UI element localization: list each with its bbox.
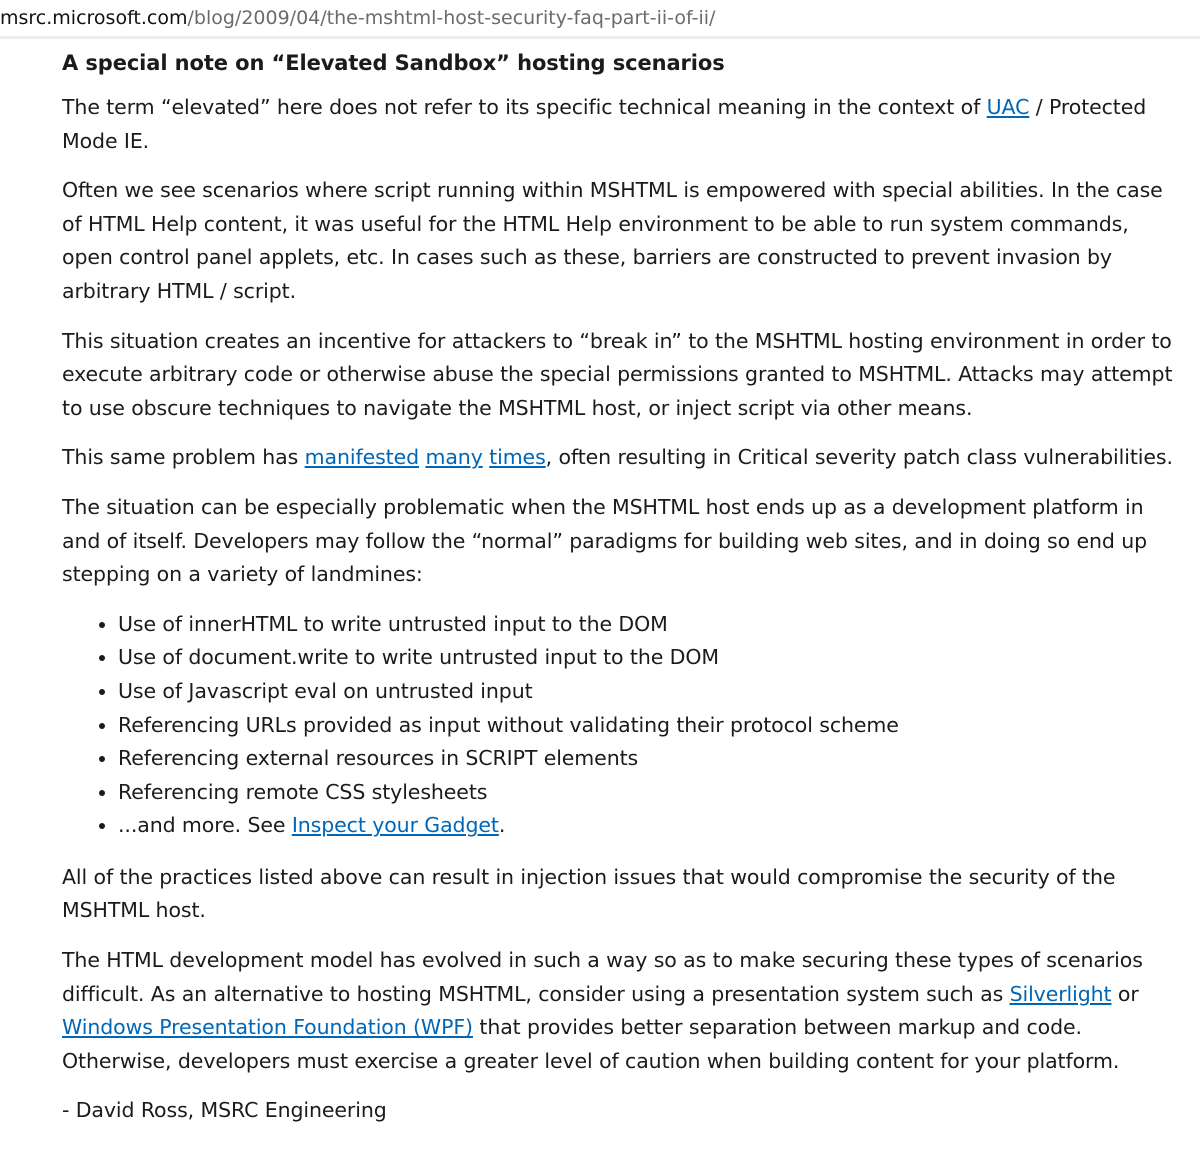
paragraph-alternatives [62,944,1182,1078]
silverlight-link[interactable]: Silverlight [1009,981,1112,1006]
p7-middle: or [1111,981,1139,1006]
list-item [118,809,1182,843]
list-item: • Use of innerHTML to write untrusted input to the DOM [118,608,1182,642]
paragraph-injection-issues: All of the practices listed above can result in injection issues that would compromise the security of the MSHTML host. [62,864,1116,923]
p4-before: This same problem has [62,445,305,470]
list-item: • Use of Javascript eval on untrusted input [118,675,1182,709]
list-item: • Referencing external resources in SCRIPT elements [118,742,1182,776]
p1-after: / Protected Mode IE. [62,95,1147,153]
landmines-list [62,608,1182,843]
paragraph-same-problem [62,441,1182,475]
paragraph-development-platform: The situation can be especially problematic when the MSHTML host ends up as a development platform in and of itself. Developers may follow the “normal” paradigms for building web sites, and in doing so end up stepping on a variety of landmines: [62,494,1148,587]
inspect-gadget-link[interactable]: Inspect your Gadget [291,813,499,838]
address-bar[interactable] [0,0,1200,39]
url-path: /blog/2009/04/the-mshtml-host-security-faq-part-ii-of-ii/ [187,7,716,29]
wpf-link[interactable]: Windows Presentation Foundation (WPF) [62,1015,473,1040]
uac-link[interactable]: UAC [986,95,1030,119]
many-link[interactable]: many [425,445,483,470]
p7-before: The HTML development model has evolved in such a way so as to make securing these types of scenarios difficult. As an alternative to hosting MSHTML, consider using a presentation system such as [62,948,1143,1006]
list-item: • Use of document.write to write untrusted input to the DOM [118,641,1182,675]
list-last-before: ...and more. See [118,813,292,838]
p7-after: that provides better separation between markup and code. Otherwise, developers must exercise a greater level of caution when building content for your platform. [62,1015,1120,1073]
paragraph-incentive: This situation creates an incentive for attackers to “break in” to the MSHTML hosting environment in order to execute arbitrary code or otherwise abuse the special permissions granted to MSHTML. Attacks may attempt to use obscure techniques to navigate the MSHTML host, or inject script via other means. [62,328,1173,420]
section-heading: A special note on “Elevated Sandbox” hosting scenarios [62,51,725,75]
url-host: msrc.microsoft.com [0,7,188,29]
signature: - David Ross, MSRC Engineering [62,1098,387,1123]
paragraph-special-abilities: Often we see scenarios where script running within MSHTML is empowered with special abilities. In the case of HTML Help content, it was useful for the HTML Help environment to be able to run system commands, open control panel applets, etc. In cases such as these, barriers are constructed to prevent invasion by arbitrary HTML / script. [62,178,1163,303]
paragraph-uac [62,91,1182,158]
manifested-link[interactable]: manifested [304,445,420,470]
p1-before: The term “elevated” here does not refer to its specific technical meaning in the context of [62,95,987,119]
list-item: • Referencing remote CSS stylesheets [118,776,1182,810]
list-last-after: . [498,813,506,838]
p4-after: , often resulting in Critical severity patch class vulnerabilities. [545,445,1173,470]
article-body [62,46,1182,1144]
list-item: • Referencing URLs provided as input without validating their protocol scheme [118,709,1182,743]
times-link[interactable]: times [489,445,546,470]
